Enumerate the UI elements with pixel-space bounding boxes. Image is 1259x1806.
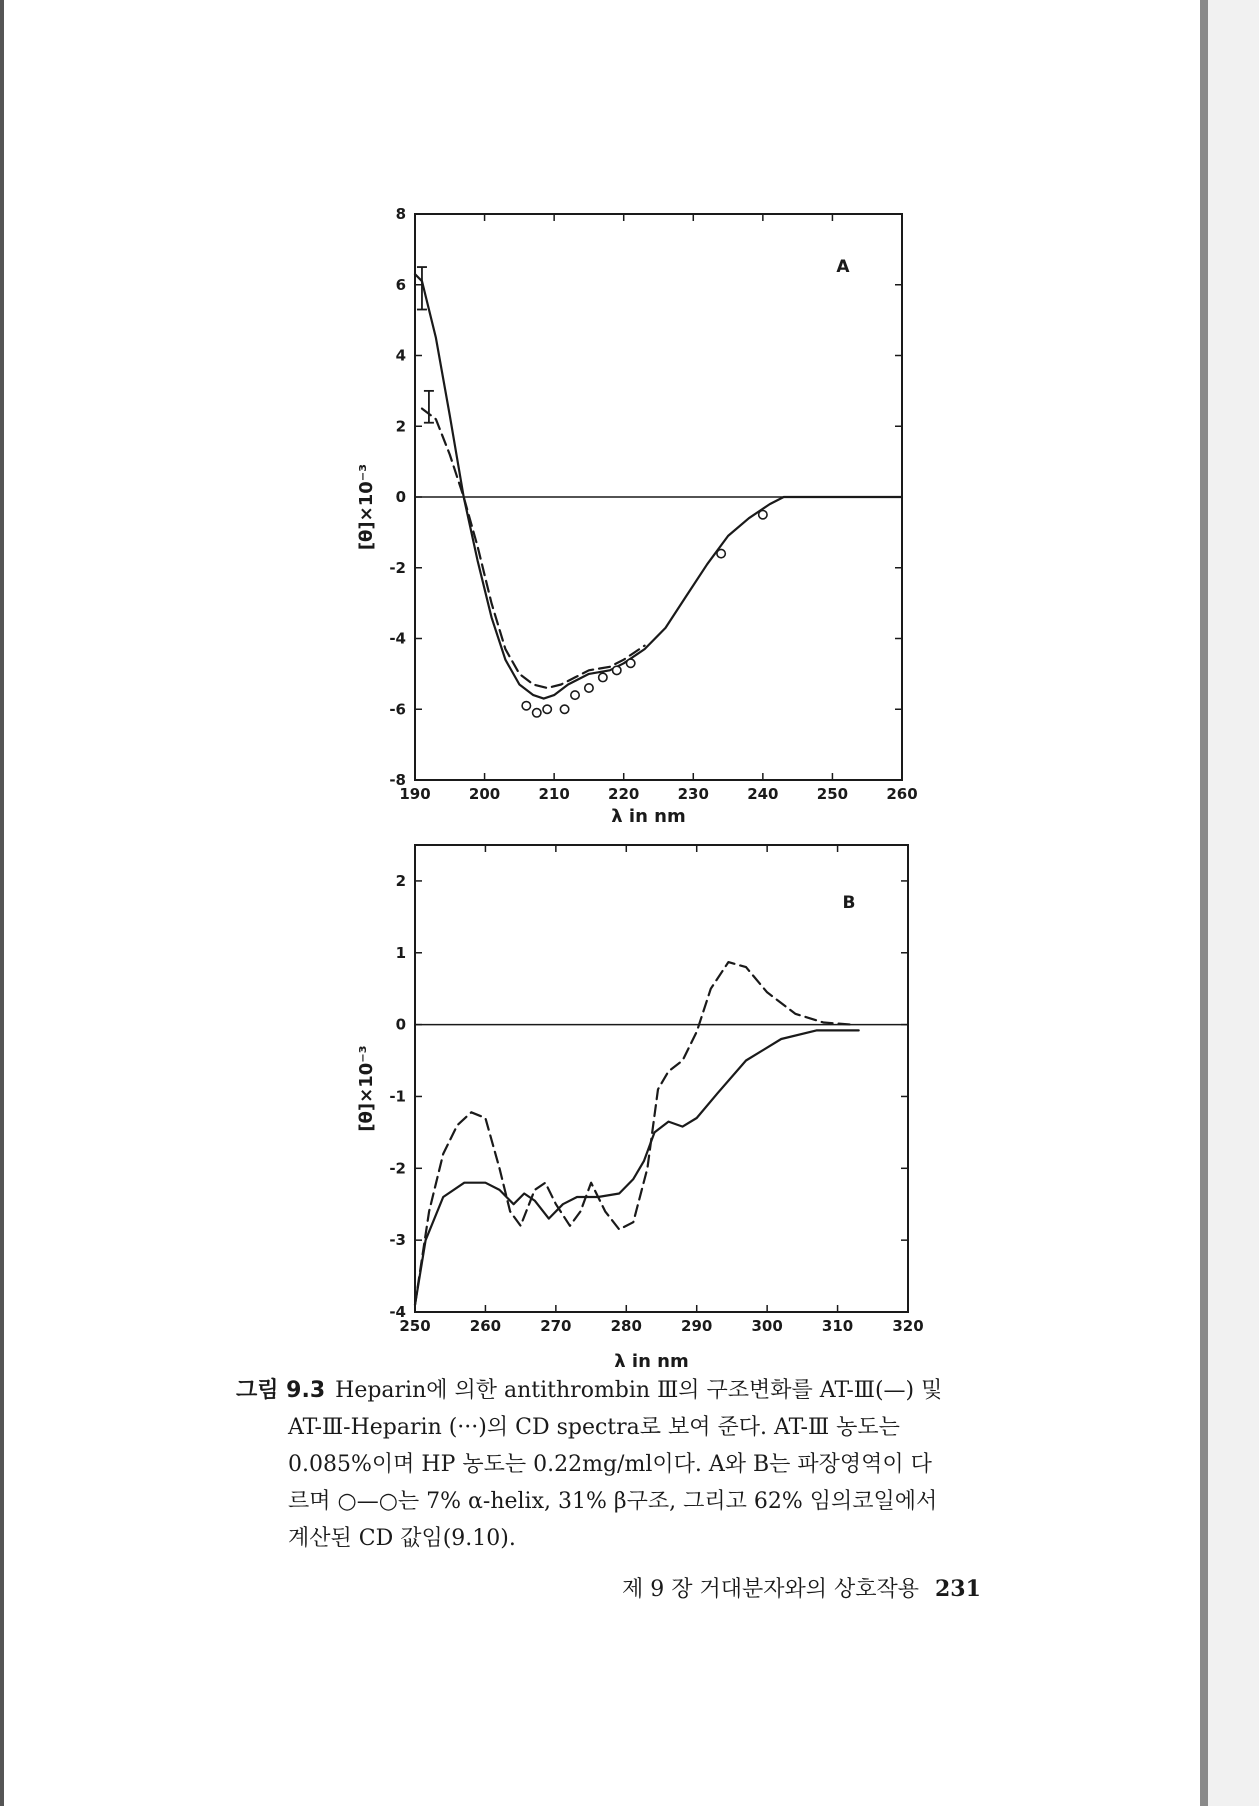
page-footer (622, 1572, 981, 1603)
panel-a-solid-series-line (415, 274, 902, 698)
caption-line-1 (236, 1372, 1056, 1409)
panel-b-solid-series-line (415, 1030, 859, 1304)
panel-a-y-tick-label: -6 (389, 700, 406, 719)
caption-text-1: Heparin에 의한 antithrombin Ⅲ의 구조변화를 AT-Ⅲ(—) 및 (335, 1378, 943, 1403)
panel-b-x-tick-label: 270 (540, 1317, 572, 1335)
panel-a-circle-point (571, 691, 579, 699)
panel-a-y-tick-label: 8 (395, 205, 406, 223)
panel-a-y-tick-label: 6 (395, 275, 406, 294)
chapter-title: 제 9 장 거대분자와의 상호작용 (622, 1577, 919, 1602)
panel-b-x-tick-label: 320 (892, 1317, 924, 1335)
panel-b-y-axis-title: [θ]×10⁻³ (356, 1045, 377, 1132)
panel-b-x-tick-label: 250 (399, 1317, 431, 1335)
panel-a-x-tick-label: 220 (608, 785, 640, 803)
panel-a-y-axis-title: [θ]×10⁻³ (356, 463, 377, 551)
panel-b-y-tick-label: 2 (395, 871, 406, 890)
panel-b-label: B (842, 893, 856, 913)
panel-a-x-tick-label: 260 (886, 785, 918, 803)
caption-line-5: 계산된 CD 값임(9.10). (288, 1526, 516, 1551)
panel-a-circle-point (626, 659, 634, 667)
panel-b-x-tick-label: 300 (751, 1317, 783, 1335)
panel-b-y-tick-label: -3 (389, 1231, 406, 1250)
panel-b-y-tick-label: -1 (389, 1087, 406, 1106)
panel-b-x-tick-label: 280 (610, 1317, 642, 1335)
panel-a-circle-point (585, 684, 593, 692)
figure-caption (236, 1372, 1056, 1557)
panel-a-x-axis-title: λ in nm (611, 806, 686, 827)
panel-b-dashed-series-line (415, 962, 852, 1305)
panel-a-circle-point (543, 705, 551, 713)
panel-a-circle-point (533, 709, 541, 717)
panel-b-x-tick-label: 290 (681, 1317, 713, 1335)
caption-line-4: 르며 ○—○는 7% α-helix, 31% β구조, 그리고 62% 임의코일에서 (288, 1489, 938, 1514)
panel-a-circle-point (759, 510, 767, 518)
caption-line-2: AT-Ⅲ-Heparin (···)의 CD spectra로 보여 준다. AT-Ⅲ 농도는 (288, 1415, 900, 1440)
panel-b-y-tick-label: -2 (389, 1159, 406, 1178)
panel-a-x-tick-label: 200 (468, 785, 501, 803)
figure-label: 그림 9.3 (236, 1378, 326, 1403)
panel-a-circle-point (560, 705, 568, 713)
panel-a-label: A (836, 257, 850, 277)
page-number: 231 (935, 1576, 981, 1602)
panel-b-y-tick-label: -4 (389, 1303, 406, 1321)
panel-a-x-tick-label: 190 (399, 785, 431, 803)
panel-b-frame (415, 845, 908, 1312)
panel-a-x-tick-label: 240 (747, 785, 779, 803)
panel-b-x-tick-label: 260 (469, 1317, 502, 1335)
caption-line-3: 0.085%이며 HP 농도는 0.22mg/ml이다. A와 B는 파장영역이 다 (288, 1452, 932, 1477)
panel-a-y-tick-label: 2 (395, 417, 406, 436)
panel-b-y-tick-label: 1 (395, 943, 406, 962)
panel-a-circle-point (717, 549, 725, 557)
panel-a-y-tick-label: -8 (389, 771, 406, 789)
panel-a-y-tick-label: -2 (389, 558, 406, 577)
panel-a-y-tick-label: -4 (389, 629, 406, 648)
panel-a-circle-point (522, 702, 530, 710)
panel-a-y-tick-label: 0 (395, 488, 406, 506)
panel-a-x-tick-label: 250 (816, 785, 849, 803)
panel-a-x-tick-label: 230 (677, 785, 709, 803)
panel-a-circle-point (599, 673, 607, 681)
panel-a-x-tick-label: 210 (538, 785, 570, 803)
panel-a-y-tick-label: 4 (395, 346, 406, 365)
panel-b-x-axis-title: λ in nm (614, 1351, 689, 1372)
panel-b-x-tick-label: 310 (821, 1317, 854, 1335)
panel-b-y-tick-label: 0 (395, 1015, 406, 1034)
panel-a-circle-point (613, 666, 621, 674)
